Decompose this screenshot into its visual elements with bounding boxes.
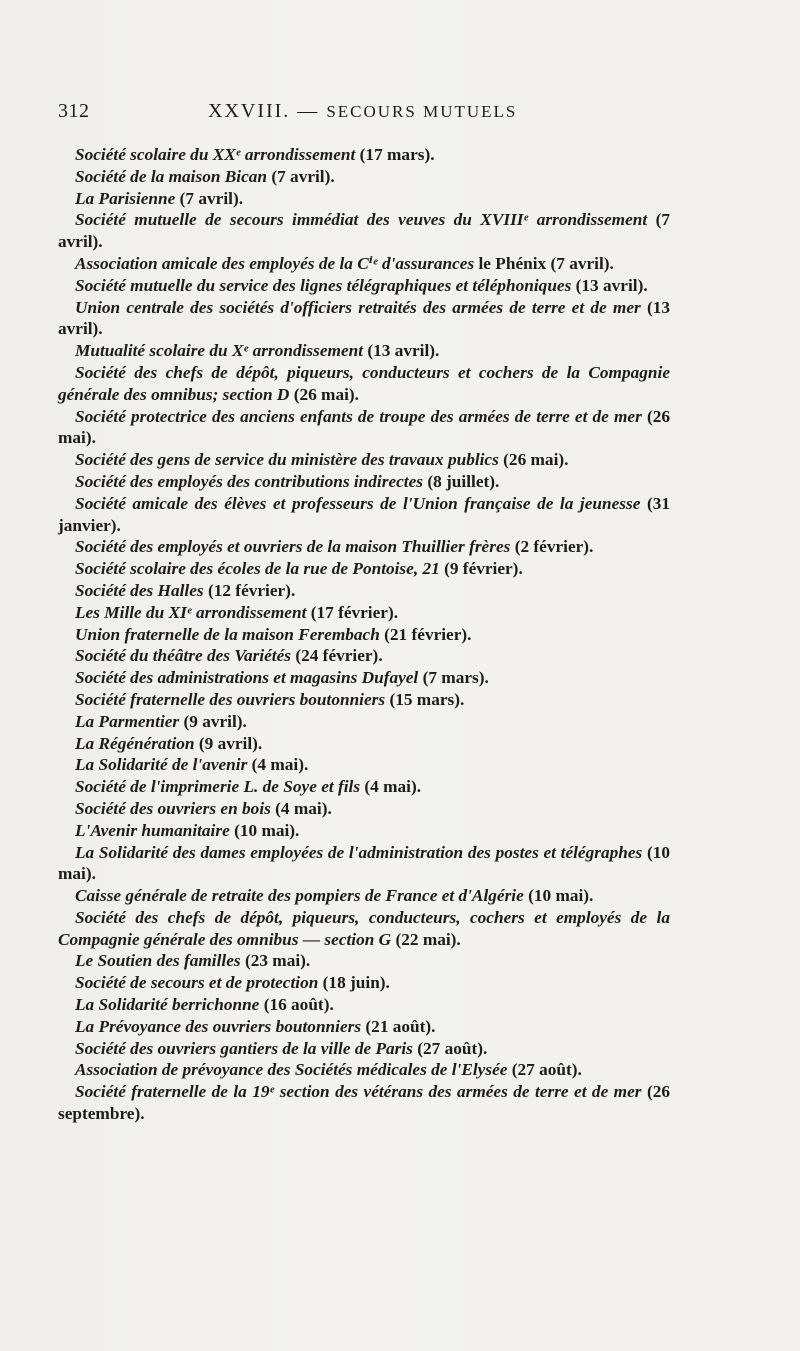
chapter-number: XXVIII. — bbox=[208, 100, 320, 122]
founding-date: (27 août). bbox=[417, 1038, 488, 1058]
society-entry bbox=[58, 406, 670, 450]
founding-date: (26 septembre). bbox=[58, 1082, 670, 1124]
founding-date: (13 avril). bbox=[367, 341, 440, 361]
founding-date: (4 mai). bbox=[364, 777, 422, 797]
page-number: 312 bbox=[58, 100, 90, 122]
society-entry bbox=[58, 144, 670, 166]
founding-date: (2 février). bbox=[514, 537, 594, 557]
founding-date: (18 juin). bbox=[322, 973, 390, 993]
society-entry bbox=[58, 1059, 670, 1081]
society-name: Société des employés et ouvriers de la maison Thuillier frères bbox=[75, 537, 511, 557]
founding-date: (26 mai). bbox=[293, 384, 359, 404]
society-name: Société fraternelle de la 19ᵉ section des vétérans des armées de terre et de mer bbox=[75, 1082, 642, 1102]
founding-date: le Phénix (7 avril). bbox=[478, 253, 614, 273]
society-entry bbox=[58, 558, 670, 580]
founding-date: (9 avril). bbox=[183, 711, 247, 731]
society-name: Association amicale des employés de la Cⁱᵉ d'assurances bbox=[75, 253, 475, 273]
founding-date: (4 mai). bbox=[275, 798, 332, 818]
founding-date: (7 mars). bbox=[422, 668, 489, 688]
founding-date: (7 avril). bbox=[179, 188, 244, 208]
society-entry bbox=[58, 188, 670, 210]
society-entry bbox=[58, 362, 670, 406]
society-entry bbox=[58, 950, 670, 972]
society-name: Union centrale des sociétés d'officiers retraités des armées de terre et de mer bbox=[75, 297, 641, 317]
society-entry bbox=[58, 711, 670, 733]
running-title: SECOURS MUTUELS bbox=[326, 102, 518, 121]
founding-date: (22 mai). bbox=[395, 929, 461, 949]
society-name: Société fraternelle des ouvriers boutonniers bbox=[75, 689, 386, 709]
society-name: Société des ouvriers en bois bbox=[75, 798, 271, 818]
society-entry bbox=[58, 907, 670, 951]
society-entry bbox=[58, 493, 670, 537]
society-name: La Parmentier bbox=[75, 711, 180, 731]
society-name: Société scolaire du XXᵉ arrondissement bbox=[75, 145, 356, 164]
society-entry bbox=[58, 297, 670, 341]
page-header bbox=[58, 100, 670, 130]
society-name: Société de la maison Bican bbox=[75, 166, 268, 186]
society-name: Association de prévoyance des Sociétés médicales de l'Elysée bbox=[75, 1060, 508, 1080]
chapter-heading bbox=[208, 100, 517, 123]
society-entry bbox=[58, 798, 670, 820]
society-entry bbox=[58, 602, 670, 624]
society-entry bbox=[58, 253, 670, 275]
society-name: Mutualité scolaire du Xᵉ arrondissement bbox=[75, 341, 364, 361]
society-name: Caisse générale de retraite des pompiers de France et d'Algérie bbox=[75, 886, 524, 906]
society-name: Société des Halles bbox=[75, 580, 204, 600]
society-entry bbox=[58, 733, 670, 755]
founding-date: (10 mai). bbox=[528, 886, 594, 906]
society-entry bbox=[58, 1081, 670, 1125]
founding-date: (16 août). bbox=[263, 995, 334, 1015]
founding-date: (13 avril). bbox=[575, 275, 648, 295]
founding-date: (24 février). bbox=[295, 646, 383, 666]
founding-date: (21 août). bbox=[365, 1016, 436, 1036]
society-entry bbox=[58, 580, 670, 602]
founding-date: (27 août). bbox=[511, 1060, 582, 1080]
founding-date: (9 février). bbox=[444, 559, 523, 579]
society-name: Société des chefs de dépôt, piqueurs, conducteurs, cochers et employés de la Compagnie générale des omnibus — section G bbox=[58, 907, 670, 949]
society-entry bbox=[58, 667, 670, 689]
society-entry bbox=[58, 754, 670, 776]
society-name: La Solidarité de l'avenir bbox=[75, 755, 248, 775]
founding-date: (7 avril). bbox=[271, 166, 335, 186]
society-entry bbox=[58, 842, 670, 886]
society-name: Les Mille du XIᵉ arrondissement bbox=[75, 602, 307, 622]
society-name: La Solidarité des dames employées de l'administration des postes et télégraphes bbox=[75, 842, 643, 862]
founding-date: (7 avril). bbox=[58, 210, 670, 252]
society-entry bbox=[58, 471, 670, 493]
founding-date: (17 mars). bbox=[359, 145, 435, 164]
society-entry bbox=[58, 689, 670, 711]
founding-date: (26 mai). bbox=[58, 406, 670, 448]
society-entry bbox=[58, 994, 670, 1016]
society-name: Société des administrations et magasins Dufayel bbox=[75, 668, 419, 688]
founding-date: (26 mai). bbox=[503, 450, 569, 470]
society-entry bbox=[58, 820, 670, 842]
society-name: Le Soutien des familles bbox=[75, 951, 241, 971]
society-name: Société des employés des contributions indirectes bbox=[75, 471, 423, 491]
society-name: Société des ouvriers gantiers de la ville de Paris bbox=[75, 1038, 413, 1058]
society-entry bbox=[58, 624, 670, 646]
founding-date: (4 mai). bbox=[251, 755, 309, 775]
society-entry bbox=[58, 275, 670, 297]
society-name: Union fraternelle de la maison Ferembach bbox=[75, 624, 380, 644]
founding-date: (10 mai). bbox=[58, 842, 670, 884]
society-name: La Régénération bbox=[75, 733, 195, 753]
founding-date: (8 juillet). bbox=[427, 471, 500, 491]
society-name: La Solidarité berrichonne bbox=[75, 995, 260, 1015]
society-name: Société de secours et de protection bbox=[75, 973, 319, 993]
society-entry bbox=[58, 1038, 670, 1060]
founding-date: (31 janvier). bbox=[58, 493, 670, 535]
society-entry bbox=[58, 885, 670, 907]
founding-date: (12 février). bbox=[207, 580, 296, 600]
founding-date: (13 avril). bbox=[58, 297, 670, 339]
society-name: La Prévoyance des ouvriers boutonniers bbox=[75, 1016, 362, 1036]
society-entry bbox=[58, 166, 670, 188]
founding-date: (17 février). bbox=[310, 602, 399, 622]
society-name: Société des chefs de dépôt, piqueurs, conducteurs et cochers de la Compagnie générale des omnibus; section D bbox=[58, 362, 670, 404]
founding-date: (21 février). bbox=[384, 624, 472, 644]
society-name: La Parisienne bbox=[75, 188, 176, 208]
society-name: L'Avenir humanitaire bbox=[75, 820, 230, 840]
society-entry bbox=[58, 1016, 670, 1038]
society-entry bbox=[58, 209, 670, 253]
founding-date: (9 avril). bbox=[198, 733, 263, 753]
founding-date: (23 mai). bbox=[244, 951, 311, 971]
society-name: Société protectrice des anciens enfants de troupe des armées de terre et de mer bbox=[75, 406, 642, 426]
society-entry bbox=[58, 972, 670, 994]
society-entry bbox=[58, 340, 670, 362]
society-name: Société amicale des élèves et professeurs de l'Union française de la jeunesse bbox=[75, 493, 641, 513]
society-entry bbox=[58, 776, 670, 798]
society-name: Société scolaire des écoles de la rue de Pontoise, 21 bbox=[75, 559, 440, 579]
society-entry bbox=[58, 645, 670, 667]
society-name: Société du théâtre des Variétés bbox=[75, 646, 291, 666]
society-name: Société mutuelle de secours immédiat des veuves du XVIIIᵉ arrondissement bbox=[75, 210, 648, 230]
society-list bbox=[58, 144, 670, 1125]
society-name: Société mutuelle du service des lignes télégraphiques et téléphoniques bbox=[75, 275, 572, 295]
founding-date: (15 mars). bbox=[389, 689, 465, 709]
society-entry bbox=[58, 536, 670, 558]
society-name: Société des gens de service du ministère des travaux publics bbox=[75, 450, 499, 470]
society-entry bbox=[58, 449, 670, 471]
founding-date: (10 mai). bbox=[234, 820, 300, 840]
society-name: Société de l'imprimerie L. de Soye et fils bbox=[75, 777, 361, 797]
